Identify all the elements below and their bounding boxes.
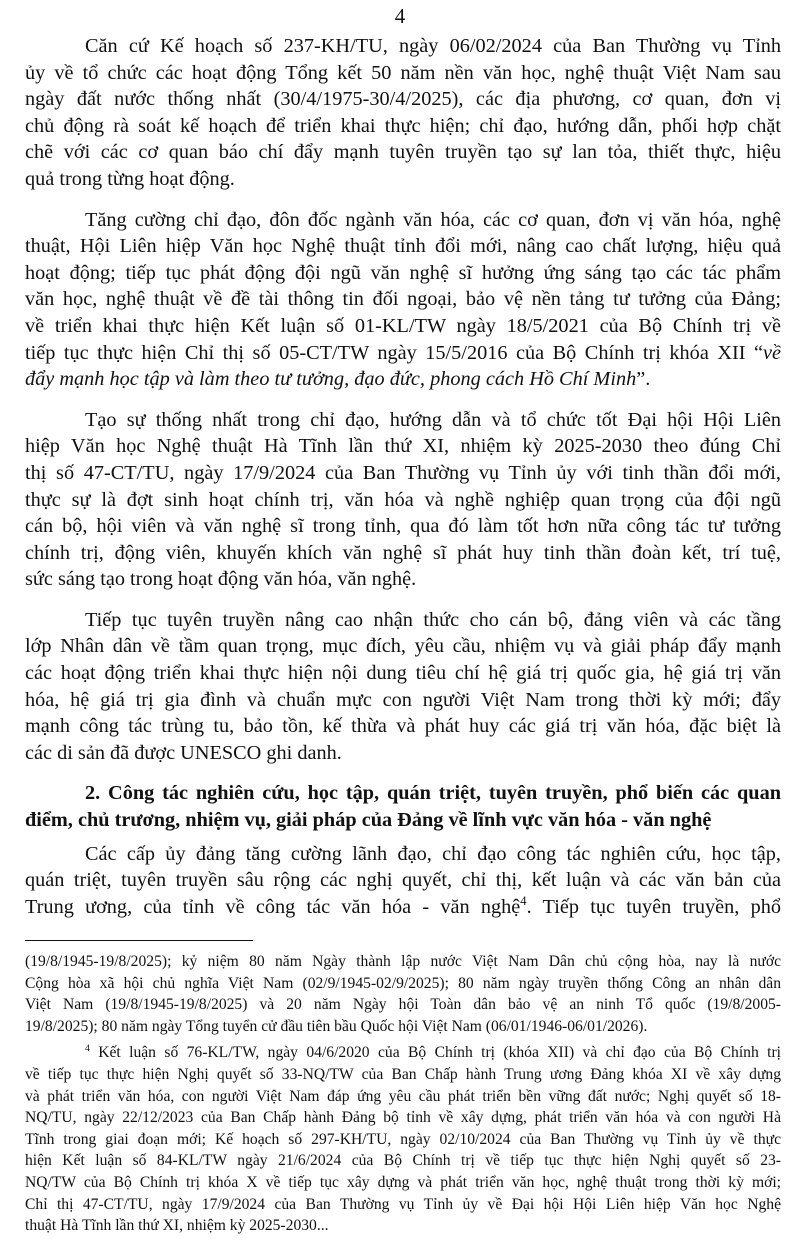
text-line: ủy về tổ chức các hoạt động Tổng kết 50 năm nền văn học, nghệ thuật Việt Nam sau: [25, 61, 781, 84]
text-segment: đẩy mạnh học tập và làm theo tư tưởng, đạo đức, phong cách Hồ Chí Minh: [25, 368, 637, 391]
section-heading: [25, 780, 781, 833]
text-line: quả trong từng hoạt động.: [25, 167, 235, 190]
footnote: [25, 1042, 781, 1236]
paragraph: [25, 607, 781, 767]
text-line: [25, 340, 781, 367]
text-line: văn học, nghệ thuật về đề tài thông tin đối ngoại, bảo vệ nền tảng tư tưởng của Đảng;: [25, 288, 781, 311]
text-line: NQ/TW của Bộ Chính trị khóa X về tiếp tục xây dựng và phát triển văn học, nghệ thuật trong thời kỳ mới;: [25, 1173, 781, 1191]
text-line: thuật Hà Tĩnh lần thứ XI, nhiệm kỳ 2025-2030...: [25, 1217, 329, 1235]
text-line: mạnh công tác trùng tu, bảo tồn, kế thừa và phát huy các giá trị văn hóa, đặc biệt là: [25, 715, 781, 738]
text-line: Căn cứ Kế hoạch số 237-KH/TU, ngày 06/02/2024 của Ban Thường vụ Tỉnh: [85, 35, 781, 57]
footnotes: [25, 951, 781, 1242]
text-line: về triển khai thực hiện Kết luận số 01-KL/TW ngày 18/5/2021 của Bộ Chính trị về: [25, 314, 781, 337]
text-line: Việt Nam (19/8/1945-19/8/2025) và 20 năm Ngày hội Toàn dân bảo vệ an ninh Tổ quốc (19/8/2005-: [25, 996, 781, 1014]
text-line: điểm, chủ trương, nhiệm vụ, giải pháp của Đảng về lĩnh vực văn hóa - văn nghệ: [25, 809, 712, 832]
footnote-ref: 4: [520, 894, 527, 909]
page-number: 4: [394, 4, 406, 28]
text-line: hiện Kết luận số 84-KL/TW ngày 21/6/2024 của Bộ Chính trị về tiếp tục thực hiện Nghị quyết số 23-: [25, 1152, 781, 1170]
text-line: chẽ với các cơ quan báo chí đẩy mạnh tuyên truyền tạo sự lan tỏa, thiết thực, hiệu: [25, 141, 781, 164]
text-line: hiệp Văn học Nghệ thuật Hà Tĩnh lần thứ XI, nhiệm kỳ 2025-2030 theo đúng Chỉ: [25, 435, 781, 458]
text-line: lớp Nhân dân về tầm quan trọng, mục đích, yêu cầu, nhiệm vụ và giải pháp đẩy mạnh: [25, 635, 781, 658]
text-line: về tiếp tục thực hiện Nghị quyết số 33-NQ/TW của Ban Chấp hành Trung ương Đảng khóa XI về xây dựng: [25, 1065, 781, 1083]
paragraph: [25, 207, 781, 393]
text-segment: Trung ương, của tỉnh về công tác văn hóa - văn nghệ: [25, 895, 521, 918]
text-line: (19/8/1945-19/8/2025); kỷ niệm 80 năm Ngày thành lập nước Việt Nam Dân chủ cộng hòa, nay là nước: [25, 953, 781, 970]
text-line: [25, 1042, 781, 1064]
text-line: NQ/TU, ngày 22/12/2023 của Ban Chấp hành Đảng bộ tỉnh về xây dựng, phát triển văn hóa và con người Hà: [25, 1109, 781, 1127]
text-line: Tăng cường chỉ đạo, đôn đốc ngành văn hóa, các cơ quan, đơn vị văn hóa, nghệ: [85, 208, 781, 231]
text-line: Các cấp ủy đảng tăng cường lãnh đạo, chỉ đạo công tác nghiên cứu, học tập,: [85, 842, 781, 865]
main-text: [25, 33, 781, 934]
text-line: ngày đất nước thống nhất (30/4/1975-30/4/2025), các địa phương, cơ quan, đơn vị: [25, 88, 781, 111]
paragraph: [25, 407, 781, 593]
text-line: các hoạt động triển khai thực hiện nội dung tiêu chí hệ giá trị quốc gia, hệ giá trị văn: [25, 662, 781, 685]
paragraph: [25, 33, 781, 193]
text-line: thực sự là đợt sinh hoạt chính trị, văn hóa và nghề nghiệp quan trọng của đội ngũ: [25, 488, 781, 511]
text-line: chủ động rà soát kế hoạch để triển khai thực hiện; chỉ đạo, hướng dẫn, phối hợp chặt: [25, 114, 781, 137]
text-line: 19/8/2025); 80 năm ngày Tổng tuyển cử đầu tiên bầu Quốc hội Việt Nam (06/01/1946-06/01/2026).: [25, 1017, 648, 1035]
text-line: Chỉ thị 47-CT/TU, ngày 17/9/2024 của Ban Thường vụ Tỉnh ủy về Đại hội Hội Liên hiệp Văn học Nghệ: [25, 1195, 781, 1213]
text-segment: Kết luận số 76-KL/TW, ngày 04/6/2020 của Bộ Chính trị (khóa XII) và chỉ đạo của Bộ Chính trị: [89, 1044, 781, 1062]
footnote-divider: [25, 940, 253, 941]
text-line: Tiếp tục tuyên truyền nâng cao nhận thức cho cán bộ, đảng viên và các tầng: [85, 608, 781, 631]
text-line: thị số 47-CT/TU, ngày 17/9/2024 của Ban Thường vụ Tỉnh ủy với tinh thần đổi mới,: [25, 461, 781, 484]
text-line: cán bộ, hội viên và văn nghệ sĩ trong tỉnh, qua đó làm tốt hơn nữa công tác tư tưởng: [25, 515, 781, 538]
text-line: và phát triển văn hóa, con người Việt Nam đáp ứng yêu cầu phát triển bền vững đất nước; Nghị quyết số 18-: [25, 1087, 781, 1105]
text-line: Tĩnh trong giai đoạn mới; Kế hoạch số 297-KH/TU, ngày 02/10/2024 của Ban Thường vụ Tỉnh ủy về thực: [25, 1130, 781, 1148]
text-line: sức sáng tạo trong hoạt động văn hóa, văn nghệ.: [25, 568, 417, 591]
text-segment: về: [762, 341, 781, 364]
text-line: [25, 894, 781, 921]
footnote: [25, 951, 781, 1037]
text-line: các di sản đã được UNESCO ghi danh.: [25, 741, 342, 764]
text-line: 2. Công tác nghiên cứu, học tập, quán triệt, tuyên truyền, phổ biến các quan: [85, 782, 781, 805]
text-line: hóa, hệ giá trị gia đình và chuẩn mực con người Việt Nam trong thời kỳ mới; đẩy: [25, 688, 781, 711]
text-line: quán triệt, tuyên truyền sâu rộng các nghị quyết, chỉ thị, kết luận và các văn bản của: [25, 869, 781, 892]
text-line: thuật, Hội Liên hiệp Văn học Nghệ thuật tỉnh đổi mới, nâng cao chất lượng, hiệu quả: [25, 235, 781, 258]
text-line: hoạt động; tiếp tục phát động đội ngũ văn nghệ sĩ hưởng ứng sáng tạo các tác phẩm: [25, 261, 781, 284]
paragraph: [25, 841, 781, 921]
text-line: Cộng hòa xã hội chủ nghĩa Việt Nam (02/9/1945-02/9/2025); 80 năm ngày truyền thống Công an nhân dân: [25, 974, 781, 992]
text-segment: ”.: [636, 368, 651, 391]
text-line: [25, 366, 781, 393]
text-segment: tiếp tục thực hiện Chỉ thị số 05-CT/TW ngày 15/5/2016 của Bộ Chính trị khóa XII “: [25, 341, 763, 364]
footnote-ref: 4: [85, 1043, 90, 1055]
text-segment: . Tiếp tục tuyên truyền, phổ: [526, 895, 781, 918]
text-line: chính trị, động viên, khuyến khích văn nghệ sĩ phát huy tinh thần đoàn kết, trí tuệ,: [25, 541, 781, 564]
text-line: Tạo sự thống nhất trong chỉ đạo, hướng dẫn và tổ chức tốt Đại hội Hội Liên: [85, 408, 781, 431]
